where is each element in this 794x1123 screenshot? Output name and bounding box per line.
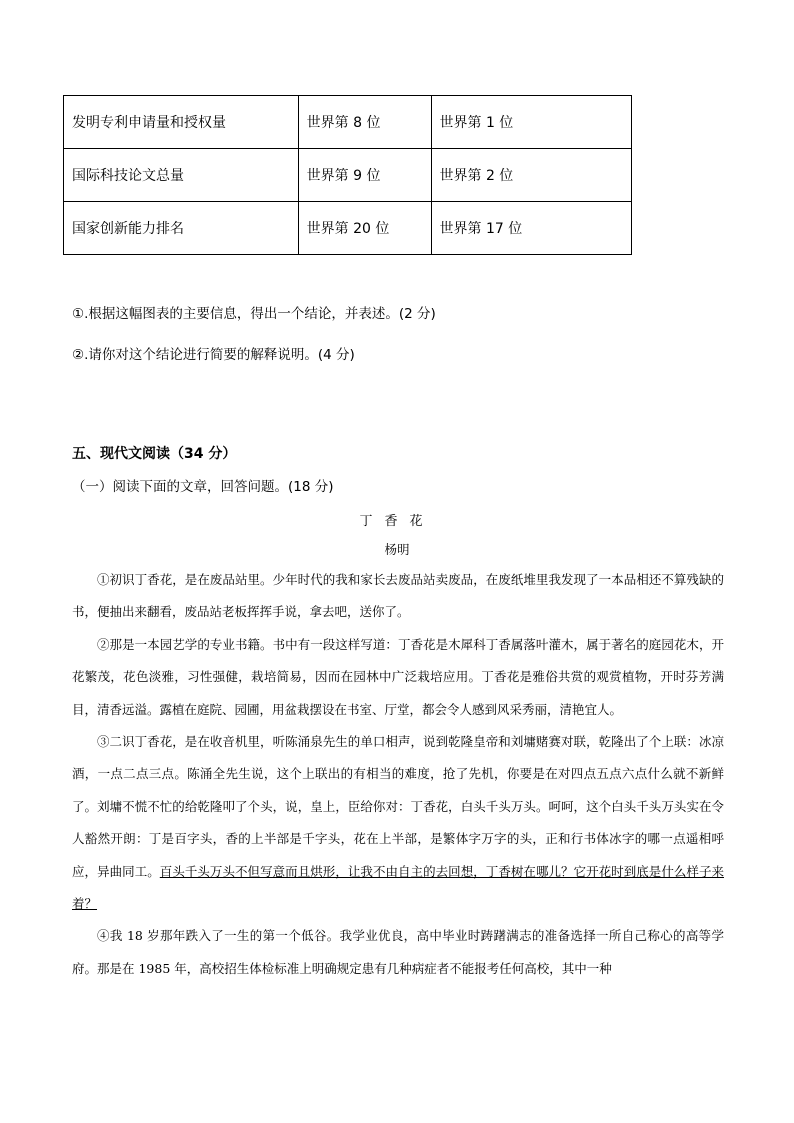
table-row <box>64 96 632 149</box>
table-cell: 世界第 8 位 <box>298 96 431 149</box>
paragraph-1: ①初识丁香花，是在废品站里。少年时代的我和家长去废品站卖废品，在废纸堆里我发现了一本品相还不算残缺的书，便抽出来翻看，废品站老板挥挥手说，拿去吧，送你了。 <box>72 572 724 620</box>
paragraph-3 <box>72 726 724 920</box>
article-body <box>72 564 724 985</box>
table-cell: 国际科技论文总量 <box>64 149 299 202</box>
table-cell: 世界第 20 位 <box>298 202 431 255</box>
question-1: ①.根据这幅图表的主要信息，得出一个结论，并表述。(2 分) <box>72 306 436 322</box>
article-author: 杨明 <box>384 542 410 557</box>
table-row <box>64 149 632 202</box>
table-cell: 世界第 2 位 <box>431 149 632 202</box>
section-subheading: （一）阅读下面的文章，回答问题。(18 分) <box>72 479 334 495</box>
section-heading: 五、现代文阅读（34 分） <box>72 446 237 462</box>
statistics-table <box>63 95 632 255</box>
paragraph-3-text: ③二识丁香花，是在收音机里，听陈涌泉先生的单口相声，说到乾隆皇帝和刘墉赌赛对联，乾隆出了个上联：冰凉酒，一点二点三点。陈涌全先生说，这个上联出的有相当的难度，抢了先机，你要是在对四点五点六点什么就不新鲜了。刘墉不慌不忙的给乾隆叩了个头，说，皇上，臣给你对：丁香花，白头千头万头。呵呵，这个白头千头万头实在令人豁然开朗：丁是百字头，香的上半部是千字头，花在上半部，是繁体字万字的头，正和行书体冰字的哪一点遥相呼应，异曲同工。 <box>72 734 724 879</box>
table-cell: 世界第 1 位 <box>431 96 632 149</box>
table-cell: 发明专利申请量和授权量 <box>64 96 299 149</box>
question-2: ②.请你对这个结论进行简要的解释说明。(4 分) <box>72 347 355 363</box>
paragraph-4: ④我 18 岁那年跌入了一生的第一个低谷。我学业优良，高中毕业时踌躇满志的准备选择一所自己称心的高等学府。那是在 1985 年，高校招生体检标准上明确规定患有几种病症者不能报考任何高校，其中一种 <box>72 928 724 976</box>
table-cell: 世界第 9 位 <box>298 149 431 202</box>
table-cell: 国家创新能力排名 <box>64 202 299 255</box>
paragraph-2: ②那是一本园艺学的专业书籍。书中有一段这样写道：丁香花是木犀科丁香属落叶灌木，属于著名的庭园花木，开花繁茂，花色淡雅，习性强健，栽培简易，因而在园林中广泛栽培应用。丁香花是雅俗共赏的观赏植物，开时芬芳满目，清香远溢。露植在庭院、园圃，用盆栽摆设在书室、厅堂，都会令人感到风采秀丽，清艳宜人。 <box>72 636 724 717</box>
underlined-sentence: 百头千头万头不但写意而且烘形，让我不由自主的去回想，丁香树在哪儿？它开花时到底是什么样子来着？ <box>72 863 724 912</box>
article-title: 丁香花 <box>359 514 435 529</box>
table-row <box>64 202 632 255</box>
table-cell: 世界第 17 位 <box>431 202 632 255</box>
